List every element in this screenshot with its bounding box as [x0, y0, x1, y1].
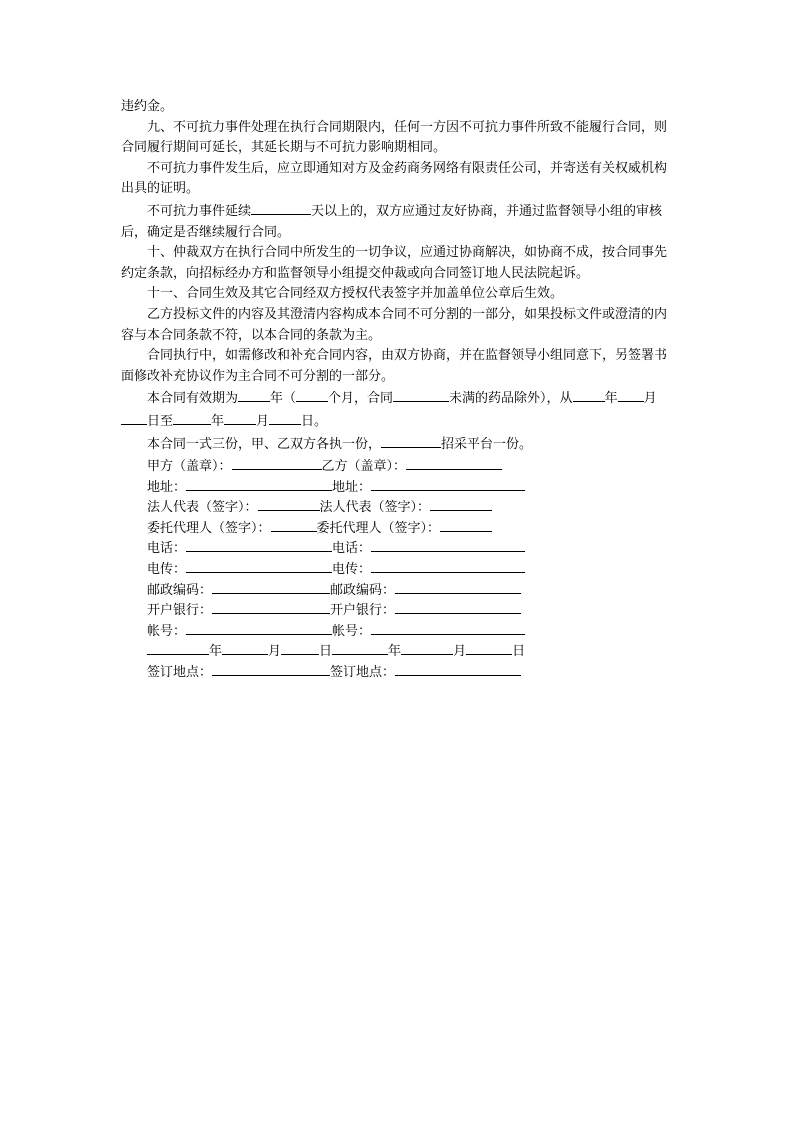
- party-b-agent-label: 委托代理人（签字）：: [316, 520, 441, 536]
- validity-text-i: 月: [256, 413, 270, 429]
- party-a-legal-rep-label: 法人代表（签字）：: [147, 500, 258, 516]
- paragraph-bid-documents: 乙方投标文件的内容及其澄清内容构成本合同不可分割的一部分，如果投标文件或澄清的内容与本合同条款不符，以本合同的条款为主。: [121, 306, 668, 343]
- party-b-account-label: 帐号：: [332, 623, 372, 639]
- party-b-address-blank[interactable]: [371, 476, 525, 491]
- party-b-year-label: 年: [388, 644, 402, 660]
- copies-blank[interactable]: [381, 433, 441, 448]
- party-b-place-blank[interactable]: [395, 661, 521, 676]
- paragraph-arbitration: 十、仲裁双方在执行合同中所发生的一切争议，应通过协商解决，如协商不成，按合同事先约定条款，向招标经办方和监督领导小组提交仲裁或向合同签订地人民法院起诉。: [121, 245, 668, 281]
- copies-text-b: 招采平台一份。: [441, 436, 533, 452]
- validity-text-b: 年（: [270, 391, 297, 407]
- party-a-place-label: 签订地点：: [147, 665, 213, 681]
- party-a-day-blank[interactable]: [281, 640, 319, 655]
- party-a-postcode-blank[interactable]: [212, 579, 330, 594]
- validity-text-j: 日。: [301, 413, 328, 429]
- party-a-day-label: 日: [319, 644, 333, 660]
- party-b-bank-label: 开户银行：: [330, 603, 396, 619]
- party-b-postcode-label: 邮政编码：: [330, 582, 396, 598]
- validity-item-blank[interactable]: [393, 387, 449, 402]
- paragraph-effectiveness: 十一、合同生效及其它合同经双方授权代表签字并加盖单位公章后生效。: [147, 286, 564, 302]
- party-a-address-blank[interactable]: [186, 476, 332, 491]
- paragraph-force-majeure-notice: 不可抗力事件发生后，应立即通知对方及金药商务网络有限责任公司，并寄送有关权威机构出具的证明。: [121, 160, 668, 197]
- sig-row-fax: [121, 558, 676, 579]
- validity-text-c: 个月，合同: [328, 391, 394, 407]
- end-day-blank[interactable]: [269, 410, 301, 425]
- sig-row-bank: [121, 599, 676, 620]
- party-b-day-label: 日: [512, 644, 526, 660]
- start-month-blank[interactable]: [618, 387, 644, 402]
- party-a-seal-blank[interactable]: [232, 455, 322, 470]
- sig-row-seal: [121, 455, 676, 476]
- sig-row-account: [121, 620, 676, 641]
- party-b-month-blank[interactable]: [401, 640, 453, 655]
- party-b-phone-label: 电话：: [332, 541, 372, 557]
- party-a-bank-blank[interactable]: [212, 599, 330, 614]
- end-month-blank[interactable]: [224, 410, 256, 425]
- validity-text-e: 年: [604, 391, 618, 407]
- party-b-seal-blank[interactable]: [406, 455, 502, 470]
- party-a-postcode-label: 邮政编码：: [147, 582, 213, 598]
- party-b-phone-blank[interactable]: [371, 537, 525, 552]
- validity-text-h: 年: [211, 413, 225, 429]
- sig-row-date: [121, 640, 676, 661]
- duration-text-a: 不可抗力事件延续: [147, 203, 252, 219]
- duration-text-b: 天以上的，双方应通过友好协商，并通过监督领导小组的审核后，确定是否继续履行合同。: [121, 203, 663, 240]
- start-day-blank[interactable]: [121, 410, 147, 425]
- validity-text-d: 未满的药品除外），从: [449, 391, 573, 407]
- party-a-month-blank[interactable]: [222, 640, 268, 655]
- validity-text-g: 日至: [147, 413, 174, 429]
- party-b-account-blank[interactable]: [371, 620, 525, 635]
- party-b-month-label: 月: [453, 644, 467, 660]
- paragraph-copies: [121, 433, 676, 456]
- party-b-fax-label: 电传：: [332, 562, 372, 578]
- party-a-month-label: 月: [268, 644, 282, 660]
- party-b-fax-blank[interactable]: [371, 558, 525, 573]
- paragraph-validity: [121, 387, 676, 432]
- end-year-blank[interactable]: [173, 410, 211, 425]
- validity-months-blank[interactable]: [296, 387, 328, 402]
- paragraph-force-majeure-duration: [121, 200, 676, 243]
- paragraph-force-majeure: 九、不可抗力事件处理在执行合同期限内，任何一方因不可抗力事件所致不能履行合同，则合同履行期间可延长，其延长期与不可抗力影响期相同。: [121, 119, 668, 156]
- party-b-agent-blank[interactable]: [440, 517, 492, 532]
- validity-years-blank[interactable]: [238, 387, 270, 402]
- party-a-fax-blank[interactable]: [186, 558, 332, 573]
- party-a-account-label: 帐号：: [147, 623, 187, 639]
- party-a-agent-blank[interactable]: [271, 517, 317, 532]
- party-a-agent-label: 委托代理人（签字）：: [147, 520, 271, 536]
- days-blank[interactable]: [251, 200, 311, 215]
- party-a-bank-label: 开户银行：: [147, 603, 213, 619]
- party-b-address-label: 地址：: [332, 479, 372, 495]
- party-a-fax-label: 电传：: [147, 562, 187, 578]
- paragraph-penalty-tail: 违约金。: [121, 99, 174, 114]
- sig-row-phone: [121, 537, 676, 558]
- party-b-place-label: 签订地点：: [330, 665, 396, 681]
- copies-text-a: 本合同一式三份，甲、乙双方各执一份，: [147, 436, 382, 452]
- sig-row-address: [121, 476, 676, 497]
- party-a-year-label: 年: [209, 644, 223, 660]
- party-b-legal-rep-blank[interactable]: [430, 496, 492, 511]
- party-b-seal-label: 乙方（盖章）：: [321, 459, 407, 475]
- party-b-bank-blank[interactable]: [395, 599, 521, 614]
- sig-row-agent: [121, 517, 676, 538]
- party-b-day-blank[interactable]: [466, 640, 512, 655]
- party-a-place-blank[interactable]: [212, 661, 330, 676]
- start-year-blank[interactable]: [573, 387, 605, 402]
- party-a-legal-rep-blank[interactable]: [258, 496, 320, 511]
- party-b-year-blank[interactable]: [332, 640, 388, 655]
- validity-text-a: 本合同有效期为: [147, 391, 239, 407]
- party-b-legal-rep-label: 法人代表（签字）：: [319, 500, 431, 516]
- contract-body: [121, 97, 676, 682]
- party-a-year-blank[interactable]: [147, 640, 209, 655]
- sig-row-postcode: [121, 579, 676, 600]
- validity-text-f: 月: [643, 391, 657, 407]
- sig-row-legal-rep: [121, 496, 676, 517]
- party-a-phone-blank[interactable]: [186, 537, 332, 552]
- party-a-account-blank[interactable]: [186, 620, 332, 635]
- party-a-seal-label: 甲方（盖章）：: [147, 459, 232, 475]
- sig-row-place: [121, 661, 676, 682]
- paragraph-amendment: 合同执行中，如需修改和补充合同内容，由双方协商，并在监督领导小组同意下，另签署书面修改补充协议作为主合同不可分割的一部分。: [121, 348, 668, 384]
- party-a-phone-label: 电话：: [147, 541, 187, 557]
- party-a-address-label: 地址：: [147, 479, 187, 495]
- party-b-postcode-blank[interactable]: [395, 579, 521, 594]
